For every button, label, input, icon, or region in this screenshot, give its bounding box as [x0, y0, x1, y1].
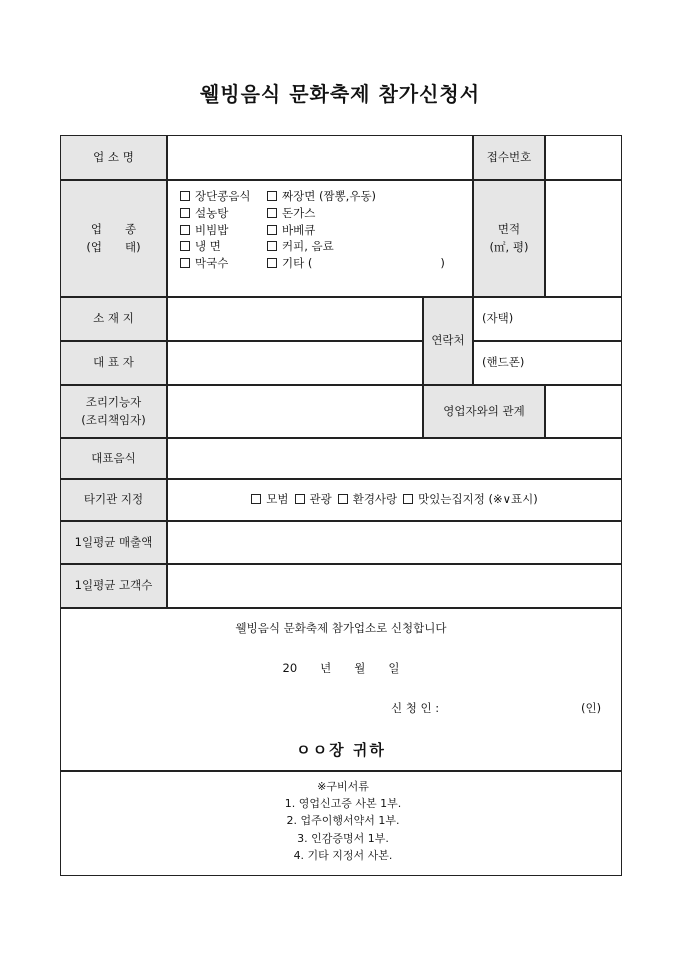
- relation-label: 영업자와의 관계: [423, 385, 545, 438]
- checkbox-icon[interactable]: [180, 258, 190, 268]
- addressee: ㅇㅇ장 귀하: [296, 741, 386, 759]
- relation-field[interactable]: [545, 385, 622, 438]
- contact-label: 연락처: [423, 297, 473, 385]
- receipt-no-field[interactable]: [545, 135, 622, 180]
- cook-label: 조리기능자 (조리책임자): [60, 385, 167, 438]
- type-option[interactable]: 설농탕: [180, 205, 267, 222]
- business-type-label: 업 종 (업 태): [60, 180, 167, 297]
- signature-food-label: 대표음식: [60, 438, 167, 479]
- type-option[interactable]: 냉 면: [180, 238, 267, 255]
- checkbox-icon[interactable]: [295, 494, 305, 504]
- type-option[interactable]: 막국수: [180, 255, 267, 272]
- document-item: 1. 영업신고증 사본 1부.: [284, 797, 402, 811]
- checkbox-icon[interactable]: [403, 494, 413, 504]
- type-option[interactable]: 장단콩음식: [180, 188, 267, 205]
- form-title: 웰빙음식 문화축제 참가신청서: [199, 82, 481, 106]
- checkbox-icon[interactable]: [267, 241, 277, 251]
- other-designation-label: 타기관 지정: [60, 479, 167, 521]
- receipt-no-label: 접수번호: [473, 135, 545, 180]
- designation-option[interactable]: 환경사랑: [338, 491, 397, 508]
- checkbox-icon[interactable]: [180, 241, 190, 251]
- type-row: [180, 255, 480, 272]
- business-type-list: [172, 188, 480, 299]
- representative-label: 대 표 자: [60, 341, 167, 385]
- home-phone-field[interactable]: (자택): [473, 297, 622, 341]
- application-form: [60, 135, 622, 876]
- required-documents: [60, 771, 622, 876]
- type-row: [180, 222, 480, 239]
- checkbox-icon[interactable]: [267, 208, 277, 218]
- type-option[interactable]: 비빔밥: [180, 222, 267, 239]
- checkbox-icon[interactable]: [267, 191, 277, 201]
- type-row: [180, 188, 480, 205]
- daily-customers-field[interactable]: [167, 564, 622, 608]
- checkbox-icon[interactable]: [180, 225, 190, 235]
- application-statement: 웰빙음식 문화축제 참가업소로 신청합니다: [235, 621, 447, 635]
- location-field[interactable]: [167, 297, 423, 341]
- signature-food-field[interactable]: [167, 438, 622, 479]
- daily-customers-label: 1일평균 고객수: [60, 564, 167, 608]
- document-item: 2. 업주이행서약서 1부.: [286, 814, 400, 828]
- business-name-label: 업 소 명: [60, 135, 167, 180]
- type-option-other[interactable]: 기타 (: [267, 255, 312, 272]
- daily-sales-label: 1일평균 매출액: [60, 521, 167, 564]
- application-section: [60, 608, 622, 771]
- type-option[interactable]: 돈가스: [267, 205, 315, 222]
- checkbox-icon[interactable]: [180, 208, 190, 218]
- checkbox-icon[interactable]: [180, 191, 190, 201]
- type-row: [180, 205, 480, 222]
- other-close-paren: ): [440, 256, 445, 271]
- cook-field[interactable]: [167, 385, 423, 438]
- checkbox-icon[interactable]: [251, 494, 261, 504]
- area-field[interactable]: [545, 180, 622, 297]
- area-label: 면적 (㎡, 평): [473, 180, 545, 297]
- checkbox-icon[interactable]: [267, 258, 277, 268]
- representative-field[interactable]: [167, 341, 423, 385]
- designation-options: [167, 479, 622, 521]
- seal-mark: (인): [581, 701, 602, 715]
- designation-option[interactable]: 맛있는집지정 (※∨표시): [403, 491, 538, 508]
- documents-heading: ※구비서류: [317, 780, 369, 793]
- checkbox-icon[interactable]: [338, 494, 348, 504]
- application-date: 20 년 월 일: [282, 661, 400, 675]
- applicant-label: 신 청 인 :: [391, 701, 440, 715]
- document-item: 4. 기타 지정서 사본.: [293, 848, 393, 862]
- designation-option[interactable]: 관광: [295, 491, 332, 508]
- type-row: [180, 238, 480, 255]
- location-label: 소 재 지: [60, 297, 167, 341]
- type-option[interactable]: 커피, 음료: [267, 238, 334, 255]
- type-option[interactable]: 짜장면 (짬뽕,우동): [267, 188, 376, 205]
- designation-option[interactable]: 모범: [251, 491, 288, 508]
- document-item: 3. 인감증명서 1부.: [297, 831, 389, 845]
- type-option[interactable]: 바베큐: [267, 222, 315, 239]
- daily-sales-field[interactable]: [167, 521, 622, 564]
- mobile-field[interactable]: (핸드폰): [473, 341, 622, 385]
- checkbox-icon[interactable]: [267, 225, 277, 235]
- business-name-field[interactable]: [167, 135, 473, 180]
